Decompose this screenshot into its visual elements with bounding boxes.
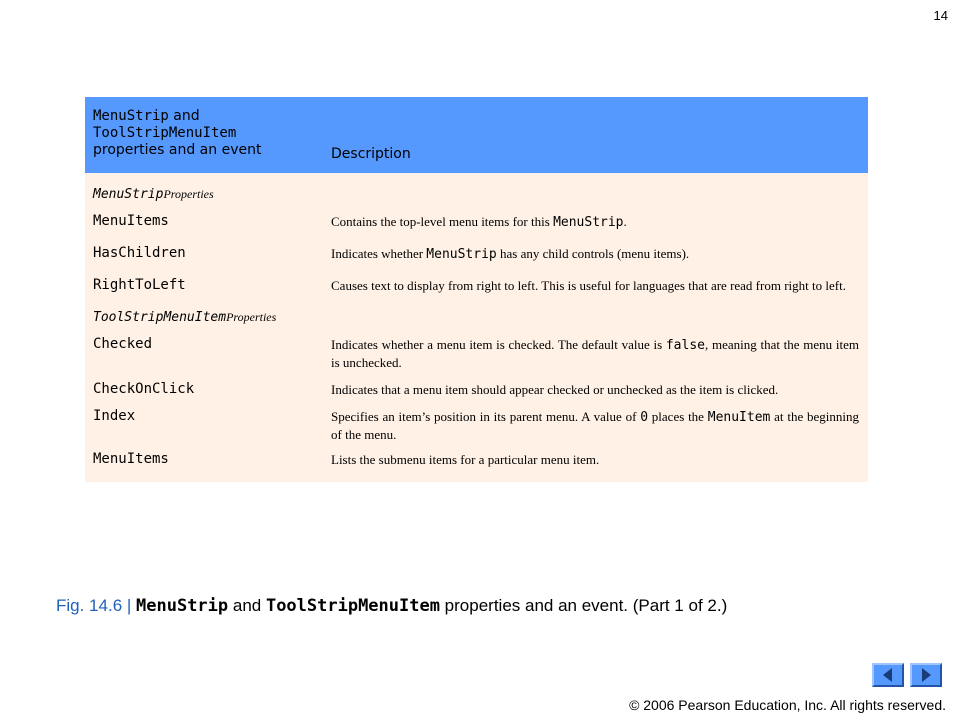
description-text: Indicates that a menu item should appear checked or unchecked as the item is clicked. xyxy=(331,382,779,397)
property-name: RightToLeft xyxy=(93,277,186,293)
caption-code-menustrip: MenuStrip xyxy=(136,596,229,616)
section-heading xyxy=(85,302,868,332)
inline-code: 0 xyxy=(640,410,649,425)
description-text: Indicates whether xyxy=(331,246,427,261)
property-name: MenuItems xyxy=(93,213,169,229)
property-description xyxy=(331,451,859,468)
description-text: Causes text to display from right to left. This is useful for languages that are read from right to left. xyxy=(331,278,846,293)
next-slide-button[interactable] xyxy=(910,663,942,687)
property-name: Checked xyxy=(93,336,153,352)
description-text: has any child controls (menu items). xyxy=(496,246,690,261)
property-name: MenuItems xyxy=(93,451,169,467)
slide-navigation xyxy=(872,663,942,687)
properties-table xyxy=(85,97,868,482)
table-row xyxy=(85,277,868,294)
table-body xyxy=(85,173,868,482)
description-text: , meaning that the menu item is unchecked. xyxy=(331,337,859,370)
property-name: CheckOnClick xyxy=(93,381,195,397)
header-code-menustrip: MenuStrip xyxy=(93,108,169,124)
page-number: 14 xyxy=(933,8,948,23)
property-description xyxy=(331,277,859,294)
description-text: Lists the submenu items for a particular menu item. xyxy=(331,452,600,467)
triangle-left-icon xyxy=(880,667,896,683)
caption-code-toolstripmenuitem: ToolStripMenuItem xyxy=(265,596,440,616)
table-row xyxy=(85,245,868,263)
description-text: places the xyxy=(648,409,708,424)
section-heading-text: Properties xyxy=(226,309,277,324)
inline-code: MenuStrip xyxy=(426,247,497,262)
section-heading xyxy=(85,179,868,209)
property-description xyxy=(331,213,859,231)
section-heading-text: Properties xyxy=(163,186,214,201)
property-description xyxy=(331,408,859,443)
property-description xyxy=(331,381,859,398)
property-description xyxy=(331,245,859,263)
table-row xyxy=(85,336,868,371)
caption-text-rest: properties and an event. (Part 1 of 2.) xyxy=(439,596,728,615)
table-row xyxy=(85,408,868,443)
inline-code: MenuStrip xyxy=(553,215,624,230)
description-text: . xyxy=(623,214,627,229)
figure-caption xyxy=(56,596,916,616)
section-spacer xyxy=(85,294,868,302)
triangle-right-icon xyxy=(918,667,934,683)
section-heading-code: MenuStrip xyxy=(93,186,164,202)
description-text: Specifies an item’s position in its parent menu. A value of xyxy=(331,409,641,424)
description-text: Contains the top-level menu items for this xyxy=(331,214,554,229)
table-row xyxy=(85,451,868,468)
table-row xyxy=(85,213,868,231)
description-text: at the beginning of the menu. xyxy=(331,409,859,442)
header-column-property xyxy=(93,108,261,159)
property-description xyxy=(331,336,859,371)
inline-code: false xyxy=(665,338,705,353)
header-code-toolstripmenuitem: ToolStripMenuItem xyxy=(93,125,237,141)
copyright-notice: © 2006 Pearson Education, Inc. All rights reserved. xyxy=(629,697,946,713)
property-name: Index xyxy=(93,408,136,424)
header-column-description: Description xyxy=(331,146,411,162)
figure-label: Fig. 14.6 | xyxy=(56,596,137,615)
property-name: HasChildren xyxy=(93,245,186,261)
table-row xyxy=(85,381,868,398)
inline-code: MenuItem xyxy=(707,410,771,425)
header-text-properties: properties and an event xyxy=(93,142,262,158)
header-text-and: and xyxy=(168,108,200,124)
previous-slide-button[interactable] xyxy=(872,663,904,687)
table-header xyxy=(85,97,868,173)
section-heading-code: ToolStripMenuItem xyxy=(93,309,227,325)
description-text: Indicates whether a menu item is checked. The default value is xyxy=(331,337,666,352)
caption-text-and: and xyxy=(228,596,266,615)
